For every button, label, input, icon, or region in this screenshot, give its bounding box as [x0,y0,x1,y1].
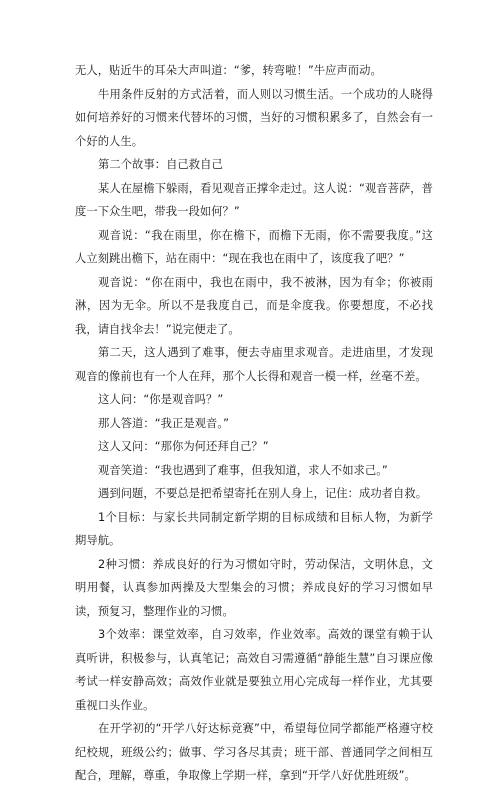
paragraph-1: 无人，贴近牛的耳朵大声叫道：“爹，转弯啦！”牛应声而动。 [75,64,382,77]
efficiency-paragraph: 3个效率：课堂效率，自习效率，作业效率。高效的课堂有赖于认真听讲，积极参与，认真笔记；高效自习需遵循“静能生慧”自习课应像考试一样安静高效；高效作业就是要独立用心完成每一样作业，尤其要重视口头作业。 [75,628,433,712]
dialogue-line-2: 那人答道：“我正是观音。” [98,416,229,430]
paragraph-2: 牛用条件反射的方式活着，而人则以习惯生活。一个成功的人晓得如何培养好的习惯来代替坏的习惯，当好的习惯积累多了，自然会有一个好的人生。 [75,87,433,148]
moral-paragraph: 遇到问题，不要总是把希望寄托在别人身上，记住：成功者自救。 [98,487,428,500]
story-heading: 第二个故事：自己救自己 [98,158,223,171]
paragraph-7: 第二天，这人遇到了难事，便去寺庙里求观音。走进庙里，才发现观音的像前也有一个人在拜，那个人长得和观音一模一样，丝毫不差。 [75,346,433,383]
paragraph-5: 观音说：“我在雨里，你在檐下，而檐下无雨，你不需要我度。”这人立刻跳出檐下，站在雨中：“现在我也在雨中了，该度我了吧？” [75,228,433,265]
goal-paragraph: 1个目标：与家长共同制定新学期的目标成绩和目标人物，为新学期导航。 [75,510,433,547]
competition-paragraph: 在开学初的“开学八好达标竞赛”中，希望每位同学都能严格遵守校纪校规，班级公约；做事、学习各尽其责；班干部、普通同学之间相互配合，理解，尊重，争取像上学期一样，拿到“开学八好优胜班级”。 [75,722,433,782]
document-body [75,59,433,788]
paragraph-4: 某人在屋檐下躲雨，看见观音正撑伞走过。这人说：“观音菩萨，普度一下众生吧，带我一段如何？” [75,181,433,218]
dialogue-line-3: 这人又问：“那你为何还拜自己？” [98,440,269,453]
habits-paragraph: 2种习惯：养成良好的行为习惯如守时，劳动保洁，文明休息，文明用餐，认真参加两操及大型集会的习惯；养成良好的学习习惯如早读，预复习，整理作业的习惯。 [75,557,433,618]
dialogue-line-1: 这人问：“你是观音吗？” [98,393,224,406]
dialogue-line-4: 观音笑道：“我也遇到了难事，但我知道，求人不如求己。” [98,463,388,477]
paragraph-6: 观音说：“你在雨中，我也在雨中，我不被淋，因为有伞；你被雨淋，因为无伞。所以不是我度自己，而是伞度我。你要想度，不必找我，请自找伞去！”说完便走了。 [75,275,433,336]
